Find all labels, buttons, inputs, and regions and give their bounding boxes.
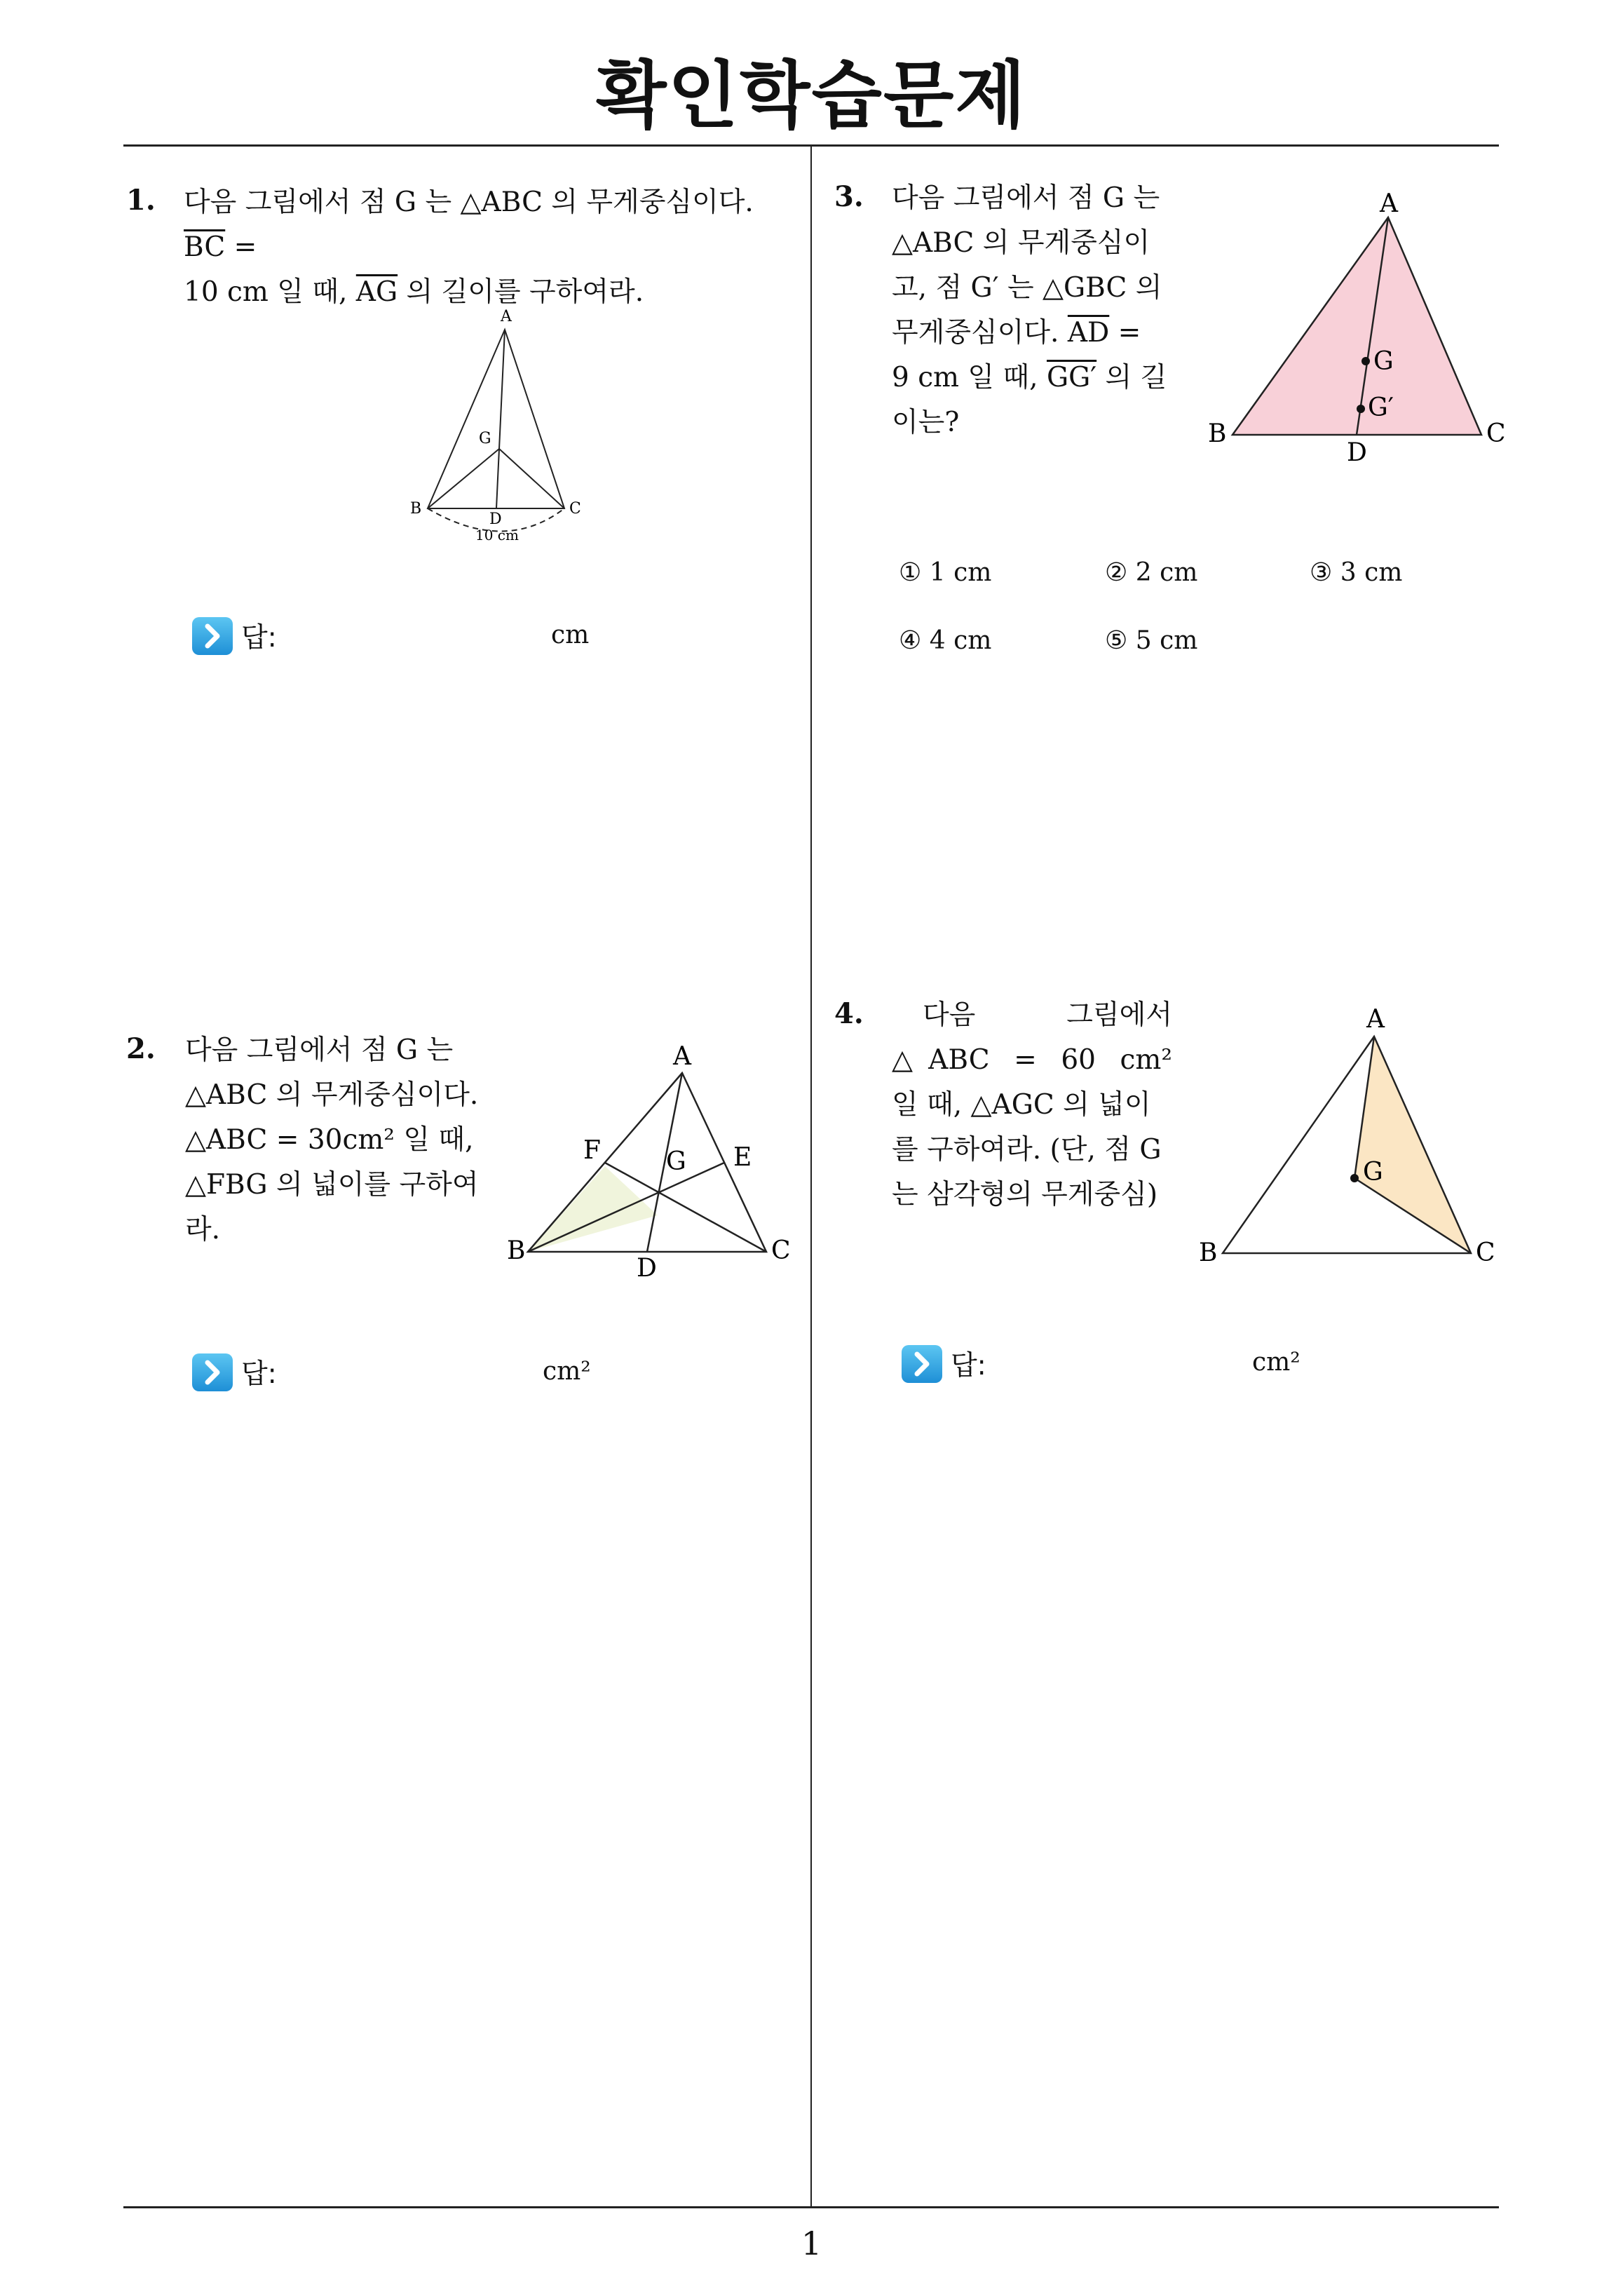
q2-line-5: 라.: [185, 1214, 221, 1245]
q1-label-d: D: [489, 511, 502, 528]
q2-label-g: G: [666, 1147, 686, 1176]
q2-number: 2.: [126, 1032, 156, 1065]
q2-figure: [498, 1038, 799, 1290]
q3-label-a: A: [1380, 189, 1398, 218]
q4-point-g: [1350, 1174, 1359, 1182]
q4-label-c: C: [1476, 1238, 1495, 1267]
q3-triangle: [1232, 217, 1481, 435]
q4-number: 4.: [834, 997, 864, 1030]
q2-text: [185, 1028, 480, 1252]
q1-label-c: C: [569, 500, 581, 518]
q3-point-g-prime: [1357, 405, 1365, 413]
q1-label-g: G: [479, 430, 491, 447]
q4-line-1: 다음 그림에서: [923, 999, 1172, 1031]
q4-answer-label: 답:: [951, 1350, 986, 1382]
q3-option-1[interactable]: ① 1 cm: [899, 558, 992, 587]
q3-line-5: 9 cm 일 때, GG′ 의 길: [892, 362, 1167, 393]
q2-line-2: △ABC 의 무게중심이다.: [185, 1079, 479, 1111]
q2-answer-label: 답:: [241, 1358, 277, 1390]
q3-number: 3.: [834, 180, 864, 213]
q2-answer-arrow-icon: [192, 1353, 233, 1391]
q2-answer-unit: cm²: [543, 1357, 591, 1386]
q1-line-2: 10 cm 일 때, $\overline{AG}$ 의 길이를 구하여라.: [184, 276, 644, 308]
q2-label-c: C: [771, 1236, 791, 1265]
page-title: 확인학습문제: [596, 53, 1027, 138]
q3-line-3: 고, 점 G′ 는 △GBC 의: [892, 272, 1162, 304]
q1-answer-label: 답:: [241, 622, 277, 654]
q1-label-length: 10 cm: [475, 527, 519, 543]
q4-label-b: B: [1199, 1238, 1218, 1267]
q4-answer-arrow-icon: [902, 1345, 942, 1383]
q4-line-4: 를 구하여라. (단, 점 G: [892, 1134, 1162, 1166]
q3-option-5[interactable]: ⑤ 5 cm: [1105, 626, 1198, 655]
q1-answer-unit: cm: [551, 621, 590, 649]
q2-line-1: 다음 그림에서 점 G 는: [185, 1034, 454, 1066]
q2-median-be: [528, 1163, 724, 1252]
column-divider: [810, 146, 812, 2208]
q4-line-2: △ABC = 60 cm²: [892, 1044, 1172, 1076]
q2-label-b: B: [507, 1236, 526, 1265]
q1-line-1: 다음 그림에서 점 G 는 △ABC 의 무게중심이다. $\overline{BC}$ =: [184, 187, 754, 263]
q3-line-2: △ABC 의 무게중심이: [892, 227, 1150, 259]
page-number: 1: [801, 2224, 822, 2262]
q2-label-f: F: [583, 1136, 601, 1165]
q1-figure: [407, 298, 589, 551]
q3-label-d: D: [1347, 438, 1367, 467]
q4-answer-unit: cm²: [1252, 1348, 1301, 1377]
q4-shaded-triangle-agc: [1354, 1036, 1471, 1253]
q2-label-d: D: [637, 1254, 657, 1283]
q1-triangle: [428, 330, 564, 508]
q3-label-g: G: [1373, 347, 1394, 376]
q3-figure: [1202, 189, 1511, 470]
q2-label-a: A: [673, 1042, 691, 1071]
footer-rule: [123, 2206, 1499, 2208]
q1-answer-arrow-icon: [192, 617, 233, 655]
q3-point-g: [1361, 357, 1370, 365]
q2-label-e: E: [733, 1143, 752, 1172]
q2-line-3: △ABC = 30cm² 일 때,: [185, 1124, 474, 1156]
q1-number: 1.: [126, 184, 156, 217]
q3-text: [892, 176, 1172, 445]
q3-label-c: C: [1486, 419, 1506, 448]
q3-label-g-prime: G′: [1368, 393, 1394, 422]
q2-line-4: △FBG 의 넓이를 구하여: [185, 1169, 479, 1201]
q4-figure: [1192, 1003, 1507, 1283]
q1-label-b: B: [410, 500, 422, 518]
q1-segment-bg: [428, 449, 499, 508]
q3-option-2[interactable]: ② 2 cm: [1105, 558, 1198, 587]
q3-line-6: 이는?: [892, 407, 960, 438]
q3-option-4[interactable]: ④ 4 cm: [899, 626, 992, 655]
q3-line-4: 무게중심이다. $\overline{AD}$ =: [892, 317, 1141, 349]
q3-label-b: B: [1208, 419, 1227, 448]
q3-option-3[interactable]: ③ 3 cm: [1310, 558, 1403, 587]
q4-line-5: 는 삼각형의 무게중심): [892, 1179, 1158, 1210]
q4-label-g: G: [1363, 1158, 1383, 1187]
q4-text: [892, 993, 1172, 1217]
q4-label-a: A: [1366, 1005, 1385, 1034]
q1-text: [184, 180, 801, 315]
q2-shaded-triangle-fbg: [528, 1166, 658, 1252]
q1-label-a: A: [501, 308, 512, 325]
q1-median-ad: [496, 330, 505, 508]
q3-line-1: 다음 그림에서 점 G 는: [892, 182, 1160, 214]
q4-line-3: 일 때, △AGC 의 넓이: [892, 1089, 1151, 1121]
